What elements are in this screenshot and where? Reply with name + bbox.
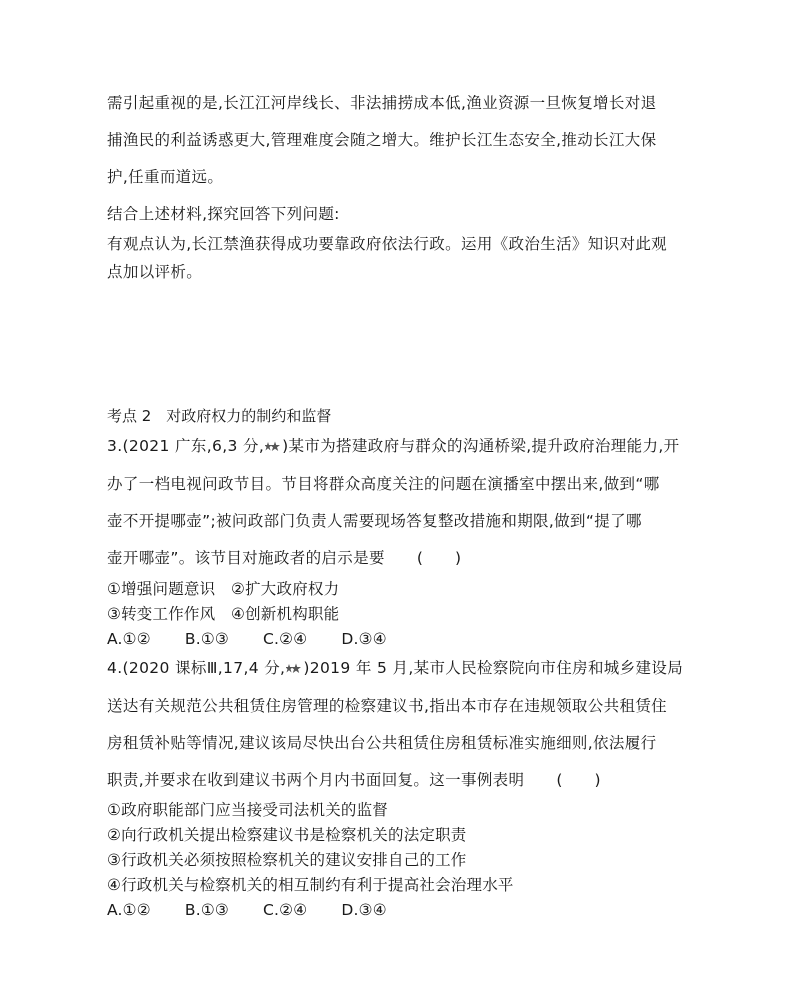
- q3-choice-a[interactable]: A.①②: [107, 630, 151, 648]
- q4-source-prefix: 4.(2020 课标Ⅲ,17,4 分,: [107, 659, 286, 677]
- q3-line-4: [107, 548, 461, 568]
- q3-choice-d[interactable]: D.③④: [341, 630, 387, 648]
- q4-choice-d[interactable]: D.③④: [341, 901, 387, 919]
- question-line-1: 有观点认为,长江禁渔获得成功要靠政府依法行政。运用《政治生活》知识对此观: [107, 235, 668, 253]
- question-line-2: 点加以评析。: [107, 263, 203, 281]
- q4-statement-3: ③行政机关必须按照检察机关的建议安排自己的工作: [107, 851, 467, 869]
- material-line-1: 需引起重视的是,长江江河岸线长、非法捕捞成本低,渔业资源一旦恢复增长对退: [107, 94, 657, 112]
- q3-choices: [107, 629, 387, 649]
- q4-choice-a[interactable]: A.①②: [107, 901, 151, 919]
- q4-statement-1: ①政府职能部门应当接受司法机关的监督: [107, 801, 388, 819]
- q4-stem-end: 职责,并要求在收到建议书两个月内书面回复。这一事例表明: [107, 771, 525, 789]
- q4-line-4: [107, 770, 601, 790]
- q4-line-1: [107, 658, 683, 678]
- q4-statement-2: ②向行政机关提出检察建议书是检察机关的法定职责: [107, 826, 467, 844]
- q4-choice-c[interactable]: C.②④: [263, 901, 308, 919]
- q3-answer-blank: ( ): [416, 549, 462, 567]
- q4-line-1-rest: )2019 年 5 月,某市人民检察院向市住房和城乡建设局: [303, 659, 684, 677]
- q4-line-3: 房租赁补贴等情况,建议该局尽快出台公共租赁住房租赁标准实施细则,依法履行: [107, 734, 657, 752]
- material-line-2: 捕渔民的利益诱惑更大,管理难度会随之增大。维护长江生态安全,推动长江大保: [107, 131, 657, 149]
- q3-source-prefix: 3.(2021 广东,6,3 分,: [107, 437, 265, 455]
- material-line-3: 护,任重而道远。: [107, 168, 224, 186]
- difficulty-stars-icon: [286, 663, 302, 674]
- q3-line-3: 壶不开提哪壶”;被问政部门负责人需要现场答复整改措施和期限,做到“提了哪: [107, 512, 642, 530]
- q4-line-2: 送达有关规范公共租赁住房管理的检察建议书,指出本市存在违规领取公共租赁住: [107, 697, 668, 715]
- q3-stem-end: 壶开哪壶”。该节目对施政者的启示是要: [107, 549, 385, 567]
- q3-line-1: [107, 436, 679, 456]
- difficulty-stars-icon: [265, 441, 281, 452]
- q3-line-2: 办了一档电视问政节目。节目将群众高度关注的问题在演播室中摆出来,做到“哪: [107, 475, 660, 493]
- q3-statements-1: ①增强问题意识 ②扩大政府权力: [107, 580, 340, 598]
- q3-choice-b[interactable]: B.①③: [184, 630, 230, 648]
- instruction-text: 结合上述材料,探究回答下列问题:: [107, 205, 340, 223]
- q4-choices: [107, 900, 387, 920]
- q4-answer-blank: ( ): [556, 771, 601, 789]
- q4-choice-b[interactable]: B.①③: [184, 901, 230, 919]
- section-heading: 考点 2 对政府权力的制约和监督: [107, 407, 332, 425]
- q3-statements-2: ③转变工作作风 ④创新机构职能: [107, 605, 340, 623]
- q4-statement-4: ④行政机关与检察机关的相互制约有利于提高社会治理水平: [107, 876, 514, 894]
- q3-line-1-rest: )某市为搭建政府与群众的沟通桥梁,提升政府治理能力,开: [282, 437, 680, 455]
- q3-choice-c[interactable]: C.②④: [263, 630, 308, 648]
